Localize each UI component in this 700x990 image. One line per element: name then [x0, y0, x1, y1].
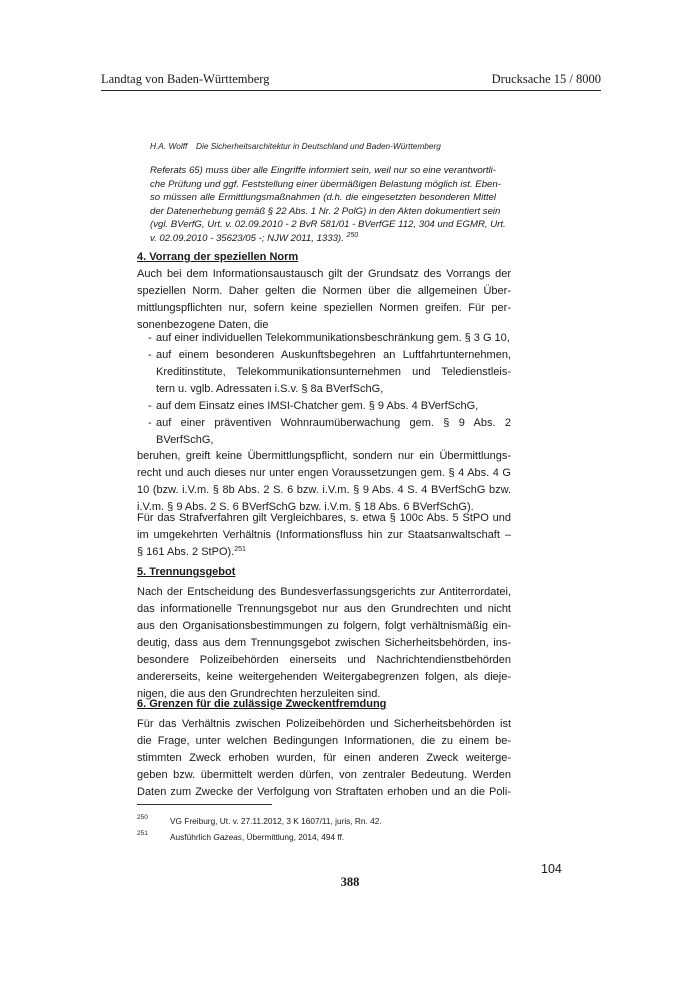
- section-5-paragraph: [137, 584, 511, 703]
- header-right: Drucksache 15 / 8000: [491, 72, 601, 86]
- section-4-heading: 4. Vorrang der speziellen Norm: [137, 251, 299, 263]
- running-head: [150, 141, 441, 151]
- section-4-after-list: [137, 448, 511, 516]
- print-page-number: 388: [340, 875, 360, 889]
- list-dash: -: [148, 349, 152, 361]
- quote-line: che Prüfung und ggf. Feststellung einer übermäßigen Belastung möglich ist. Eben-: [150, 178, 501, 190]
- original-page-number: 104: [541, 862, 562, 876]
- paragraph-line: Für das Verhältnis zwischen Polizeibehörden und Sicherheitsbehörden ist: [137, 718, 511, 730]
- paragraph-line: Daten zum Zwecke der Verfolgung von Straftaten erhoben und an die Poli-: [137, 786, 511, 798]
- paragraph-line: 10 (bzw. i.V.m. § 8b Abs. 2 S. 6 bzw. i.V.m. § 9 Abs. 4 S. 4 BVerfSchG bzw.: [137, 484, 511, 496]
- paragraph-line: die Frage, unter welchen Bedingungen Informationen, die zu einem be-: [137, 735, 511, 747]
- paragraph-line: stimmten Zweck erhoben wurden, für einen anderen Zweck weiterge-: [137, 752, 511, 764]
- section-6-paragraph: [137, 716, 511, 801]
- list-item-line: auf einem besonderen Auskunftsbegehren an Luftfahrtunternehmen,: [156, 349, 511, 361]
- list-item-line: auf einer individuellen Telekommunikationsbeschränkung gem. § 3 G 10,: [156, 332, 510, 344]
- running-head-title: Die Sicherheitsarchitektur in Deutschland und Baden-Württemberg: [196, 141, 441, 151]
- footnote-text: [170, 832, 344, 842]
- footnote-author: Gazeas: [213, 832, 242, 842]
- list-dash: -: [148, 332, 152, 344]
- footnote-text-post: , Übermittlung, 2014, 494 ff.: [241, 832, 345, 842]
- section-4-intro: [137, 266, 511, 334]
- paragraph-line: aus den Organisationsbestimmungen zu folgern, folgt verhältnismäßig ein-: [137, 620, 511, 632]
- paragraph-line: mittlungspflichten nur, sofern keine speziellen Normen greifen. Für per-: [137, 302, 511, 314]
- quote-line: (vgl. BVerfG, Urt. v. 02.09.2010 - 2 BvR 581/01 - BVerfGE 112, 304 und EGMR, Urt.: [150, 219, 506, 231]
- list-item-line: auf dem Einsatz eines IMSI-Chatcher gem. § 9 Abs. 4 BVerfSchG,: [156, 400, 479, 412]
- quote-line: so müssen alle Ermittlungsmaßnahmen (d.h. die eingesetzten besonderen Mittel: [150, 192, 496, 204]
- list-item: [137, 347, 511, 398]
- list-item: [137, 415, 511, 449]
- list-dash: -: [148, 417, 152, 429]
- paragraph-line: geben bzw. übermittelt werden dürfen, von zentraler Bedeutung. Werden: [137, 769, 511, 781]
- footnote-ref-250[interactable]: 250: [346, 231, 359, 239]
- quote-line-last: [150, 232, 496, 246]
- paragraph-line: Für das Strafverfahren gilt Vergleichbares, s. etwa § 100c Abs. 5 StPO und: [137, 512, 511, 524]
- list-item-line: Kreditinstitute, Telekommunikationsunternehmen und Teledienstleis-: [156, 366, 511, 378]
- paragraph-line: speziellen Norm. Daher gelten die Normen über die allgemeinen Über-: [137, 285, 511, 297]
- paragraph-line: sonenbezogene Daten, die: [137, 319, 269, 331]
- footnote-number: 250: [137, 814, 148, 821]
- paragraph-line: Auch bei dem Informationsaustausch gilt der Grundsatz des Vorrangs der: [137, 268, 511, 280]
- paragraph-line-text: § 161 Abs. 2 StPO).: [137, 546, 235, 558]
- list-dash: -: [148, 400, 152, 412]
- data-source-list: [137, 330, 511, 449]
- footnote-ref-251[interactable]: 251: [234, 546, 246, 553]
- page-header: [101, 70, 601, 91]
- list-item: [137, 398, 511, 415]
- list-item-line: tern u. vglb. Adressaten i.S.v. § 8a BVerfSchG,: [156, 383, 384, 395]
- paragraph-line: im umgekehrten Verhältnis (Informationsfluss hin zur Staatsanwaltschaft –: [137, 529, 511, 541]
- footnote-number: 251: [137, 830, 148, 837]
- paragraph-line: deutig, dass aus dem Trennungsgebot zwischen Sicherheitsbehörden, ins-: [137, 637, 511, 649]
- footnote-text-pre: Ausführlich: [170, 832, 214, 842]
- paragraph-line: nigen, die aus den Grundrechten herzuleiten sind.: [137, 688, 381, 700]
- header-left: Landtag von Baden-Württemberg: [101, 72, 270, 86]
- paragraph-line: besondere Polizeibehörden einerseits und Nachrichtendienstbehörden: [137, 654, 511, 666]
- block-quote: [150, 164, 506, 246]
- paragraph-line: andererseits, keine weitergehenden Weitergabegrenzen folgen, als dieje-: [137, 671, 511, 683]
- paragraph-line: beruhen, greift keine Übermittlungspflicht, sondern nur ein Übermittlungs-: [137, 450, 511, 462]
- list-item: [137, 330, 511, 347]
- running-head-author: H.A. Wolff: [150, 141, 188, 151]
- list-item-line: BVerfSchG,: [156, 434, 214, 446]
- section-6-heading: 6. Grenzen für die zulässige Zweckentfremdung: [137, 698, 387, 710]
- paragraph-line-last: [137, 544, 511, 561]
- list-item-line: auf einer präventiven Wohnraumüberwachung gem. § 9 Abs. 2: [156, 417, 511, 429]
- section-5-heading: 5. Trennungsgebot: [137, 566, 236, 578]
- quote-line: Referats 65) muss über alle Eingriffe informiert sein, weil nur so eine verantwortli-: [150, 165, 496, 176]
- quote-line-text: v. 02.09.2010 - 35623/05 -; NJW 2011, 1333).: [150, 232, 344, 244]
- footnote-divider: [137, 804, 272, 805]
- paragraph-line: das informationelle Trennungsgebot nur aus den Grundrechten und nicht: [137, 603, 511, 615]
- paragraph-line: Nach der Entscheidung des Bundesverfassungsgerichts zur Antiterrordatei,: [137, 586, 511, 598]
- paragraph-line: i.V.m. § 9 Abs. 2 S. 6 BVerfSchG bzw. i.V.m. § 18 Abs. 6 BVerfSchG).: [137, 501, 474, 513]
- footnote-text: VG Freiburg, Ut. v. 27.11.2012, 3 K 1607/11, juris, Rn. 42.: [170, 816, 382, 826]
- section-4-strafverfahren: [137, 510, 511, 561]
- quote-line: der Datenerhebung gemäß § 22 Abs. 1 Nr. 2 PolG) in den Akten dokumentiert sein: [150, 205, 501, 217]
- paragraph-line: recht und auch dieses nur unter engen Voraussetzungen gem. § 4 Abs. 4 G: [137, 467, 511, 479]
